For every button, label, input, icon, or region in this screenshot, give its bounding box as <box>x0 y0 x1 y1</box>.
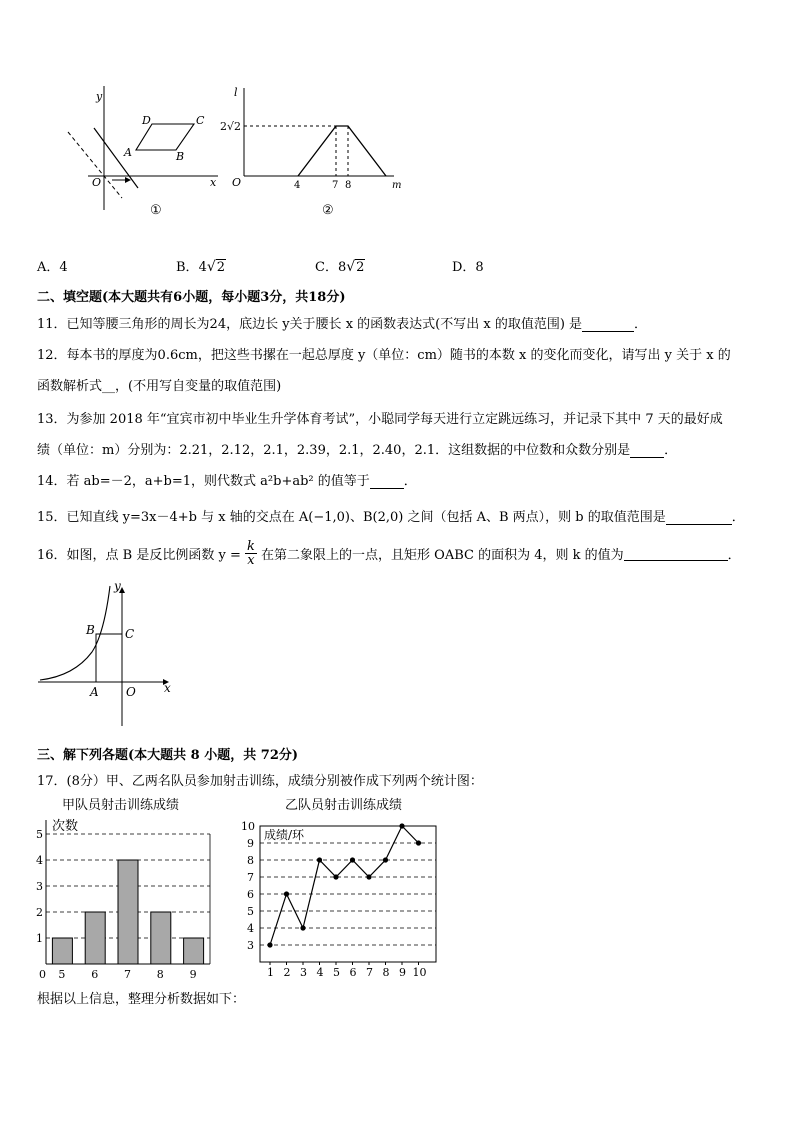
answer-blank[interactable] <box>624 546 728 561</box>
option-a[interactable]: A．4 <box>37 260 68 275</box>
rectangle-oabc <box>96 634 122 682</box>
label-m: m <box>392 180 402 191</box>
question-12-line2: 函数解析式__，(不用写自变量的取值范围) <box>37 379 282 394</box>
question-12-line1: 12．每本书的厚度为0.6cm，把这些书摞在一起总厚度 y（单位：cm）随书的本数 x 的变化而变化，请写出 y 关于 x 的 <box>37 348 731 363</box>
y-tick-label: 10 <box>241 820 255 833</box>
x-tick-label: 8 <box>382 966 390 979</box>
label-x: x <box>210 176 217 189</box>
label-x: x <box>164 681 171 695</box>
section-3-heading: 三、解下列各题(本大题共 8 小题，共 72分) <box>37 748 299 763</box>
data-point <box>416 840 421 845</box>
x-tick-label: 9 <box>189 968 197 980</box>
option-c[interactable]: C．8√2 <box>315 259 365 275</box>
sqrt-sign: √ <box>206 259 216 275</box>
y-tick-label: 3 <box>247 939 254 952</box>
x-tick-label: 10 <box>412 966 427 979</box>
bar-chart-a <box>30 814 220 980</box>
label-o: O <box>92 176 102 189</box>
answer-blank[interactable] <box>582 317 634 332</box>
y-tick-label: 9 <box>247 837 254 850</box>
graph-trapezoid <box>298 126 386 176</box>
question-17: 17．(8分）甲、乙两名队员参加射击训练，成绩分别被作成下列两个统计图： <box>37 774 483 789</box>
x-tick-label: 4 <box>316 966 324 979</box>
label-o: O <box>232 176 242 189</box>
data-point <box>333 874 338 879</box>
x-tick-label: 5 <box>333 966 340 979</box>
y-tick-label: 8 <box>247 854 254 867</box>
data-point <box>300 925 305 930</box>
chart-b-title: 乙队员射击训练成绩 <box>285 798 403 813</box>
data-point <box>284 891 289 896</box>
y-axis-label: 次数 <box>52 819 79 834</box>
chart-a-title: 甲队员射击训练成绩 <box>62 798 180 813</box>
y-tick-label: 5 <box>36 828 43 841</box>
x-tick-label: 5 <box>58 968 66 980</box>
caption-1: ① <box>150 203 162 218</box>
section-2-heading: 二、填空题(本大题共有6小题，每小题3分，共18分) <box>37 290 346 305</box>
y-tick-label: 5 <box>247 905 254 918</box>
y-tick-label: 4 <box>36 854 43 867</box>
tick-8: 8 <box>345 180 352 191</box>
label-a: A <box>90 685 99 699</box>
question-11: 11．已知等腰三角形的周长为24，底边长 y关于腰长 x 的函数表达式(不写出 x 的取值范围) 是 ． <box>37 317 648 332</box>
data-point <box>366 874 371 879</box>
y-tick-label: 6 <box>247 888 254 901</box>
y-tick-label: 3 <box>36 880 43 893</box>
option-b[interactable]: B．4√2 <box>176 259 226 275</box>
label-l: l <box>234 86 238 99</box>
data-point <box>383 857 388 862</box>
data-point <box>267 942 272 947</box>
origin-label: 0 <box>39 968 46 980</box>
label-a: A <box>124 146 132 159</box>
y-tick-label: 1 <box>36 932 43 945</box>
fraction-k-over-x: $\frac{k}{x}$ <box>247 539 255 568</box>
bar <box>52 938 72 964</box>
x-tick-label: 1 <box>267 966 274 979</box>
tick-4: 4 <box>294 180 301 191</box>
data-point <box>399 823 404 828</box>
x-tick-label: 8 <box>156 968 164 980</box>
y-tick-label: 7 <box>247 871 254 884</box>
x-tick-label: 3 <box>300 966 307 979</box>
figure-q16 <box>34 580 184 732</box>
series-line <box>270 826 419 945</box>
x-tick-label: 2 <box>283 966 291 979</box>
x-tick-label: 6 <box>349 966 357 979</box>
question-16: 16．如图，点 B 是反比例函数 y = $\frac{k}{x}$ 在第二象限上的一点，且矩形 OABC 的面积为 4，则 k 的值为 ． <box>37 539 741 568</box>
figure-2 <box>218 82 408 222</box>
label-y: y <box>114 580 121 593</box>
x-tick-label: 9 <box>399 966 406 979</box>
bar <box>85 912 105 964</box>
option-d[interactable]: D．8 <box>452 260 484 275</box>
bar <box>118 860 138 964</box>
tick-7: 7 <box>332 180 339 191</box>
answer-blank[interactable] <box>370 474 404 489</box>
data-point <box>350 857 355 862</box>
label-b: B <box>86 623 95 637</box>
x-tick-label: 6 <box>91 968 99 980</box>
data-point <box>317 857 322 862</box>
y-axis-label: 成绩/环 <box>264 828 305 842</box>
label-peak: 2√2 <box>220 120 242 133</box>
bar <box>151 912 171 964</box>
label-b: B <box>176 150 185 163</box>
label-c: C <box>125 627 135 641</box>
label-y: y <box>96 90 103 103</box>
question-13-line2: 绩（单位：m）分别为：2.21，2.12，2.1，2.39，2.1，2.40，2.1．这组数据的中位数和众数分别是 ． <box>37 443 678 458</box>
sqrt-sign: √ <box>346 259 356 275</box>
label-c: C <box>196 114 205 127</box>
label-o: O <box>126 685 136 699</box>
answer-blank[interactable] <box>666 510 732 525</box>
x-tick-label: 7 <box>366 966 373 979</box>
question-14: 14．若 ab=－2，a+b=1，则代数式 a²b+ab² 的值等于 ． <box>37 474 417 489</box>
parallelogram-abcd <box>136 124 194 150</box>
x-tick-label: 7 <box>124 968 131 980</box>
label-d: D <box>142 114 151 127</box>
question-15: 15．已知直线 y=3x－4+b 与 x 轴的交点在 A(−1,0)、B(2,0) 之间（包括 A、B 两点），则 b 的取值范围是 ． <box>37 510 745 525</box>
footer-text: 根据以上信息，整理分析数据如下： <box>37 992 246 1007</box>
hyperbola <box>40 586 110 680</box>
caption-2: ② <box>322 203 334 218</box>
bar <box>184 938 204 964</box>
y-tick-label: 4 <box>247 922 254 935</box>
question-13-line1: 13．为参加 2018 年“宜宾市初中毕业生升学体育考试”，小聪同学每天进行立定跳远练习，并记录下其中 7 天的最好成 <box>37 412 723 427</box>
answer-blank[interactable] <box>630 443 664 458</box>
y-tick-label: 2 <box>36 906 43 919</box>
figure-1 <box>60 82 230 222</box>
line-chart-b <box>236 814 448 980</box>
